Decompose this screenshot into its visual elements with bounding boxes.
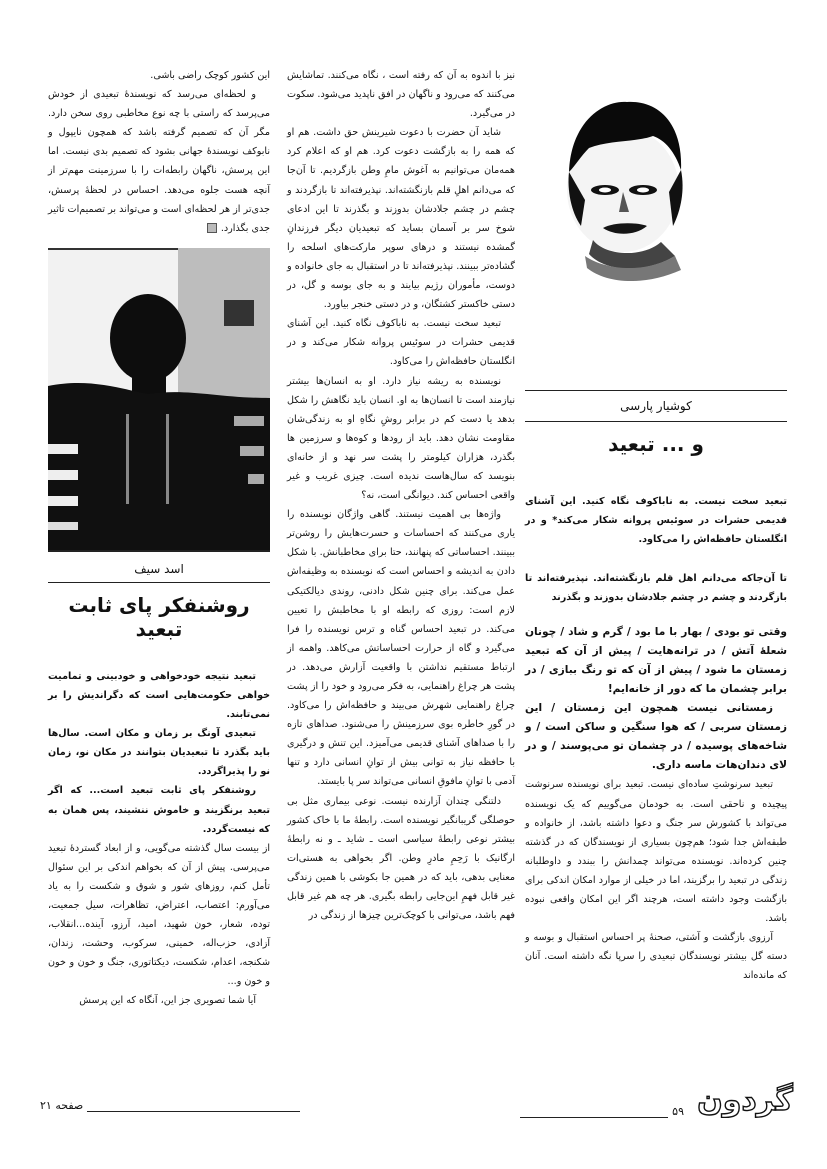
portrait-image xyxy=(525,60,787,390)
page-number: صفحه ۲۱ xyxy=(40,1099,84,1112)
body-text: و لحظه‌ای می‌رسد که نویسندهٔ تبعیدی از خودش می‌پرسد که راستی با چه نوع مخاطبی روی سخن دارد. مگر آن که تصمیم گرفته باشد که همچون نایپول و نابوکف نویسندهٔ جهانی بشود که تصمیم بدی نیست. اما این پرسش، ناگهان رابطه‌ات را با سرزمینت مهم‌تر از آنچه هست جلوه می‌دهد. احساس در لحظهٔ پرسش، جدی‌تر از هر لحظه‌ای است و می‌تواند بر تصمیم‌ات تاثیر جدی بگذارد. xyxy=(48,89,270,234)
body-paragraph: دلتنگی چندان آزارنده نیست. نوعی بیماری مثل بی حوصلگی گریبانگیر نویسنده است. رابطهٔ ما با خاک کشور بیشتر نوعی رابطهٔ سیاسی است ـ شاید ـ و نه رابطهٔ ارگانیک با رَحِمِ مادرِ وطن. اگر بخواهی به هستی‌ات معنایی بدهی، باید که در همین جا بکوشی با همین زندگی غیر قابل فهمِ این‌جایی رابطه بگیری. هر چه هم غیر قابل فهم باشد، می‌توانی با کوچک‌ترین چیزها از زندگی در xyxy=(287,795,515,922)
body-paragraph: نیز با اندوه به آن که رفته است ، نگاه می‌کنند. تماشایش می‌کنند که می‌رود و ناگهان در افق ناپدید می‌شود. سکوت در می‌گیرد. xyxy=(287,70,515,120)
article-title: و ... تبعید xyxy=(608,432,704,456)
body-paragraph: آیا شما تصویری جز این، آنگاه که این پرسش xyxy=(79,995,256,1007)
byline: کوشیار پارسی xyxy=(620,399,692,413)
body-paragraph: تبعید سخت نیست. به ناباکوف نگاه کنید. این آشنای قدیمی حشرات در سوئیس پروانه شکار می‌کند و در انگلستان حافظه‌اش را می‌کاود. xyxy=(287,318,515,368)
end-of-article-icon xyxy=(207,223,217,233)
article-left-column xyxy=(48,66,270,1011)
lead-paragraph: تا آن‌جاکه می‌دانم اهل قلم بازنگشته‌اند. نپذیرفته‌اند تا بازگردند و چشم در چشم جلادشان بدوزند و بگذرند xyxy=(525,573,787,604)
byline: اسد سیف xyxy=(134,561,184,576)
footer-right xyxy=(520,1078,800,1118)
logo-text: گردون xyxy=(697,1083,793,1118)
footer-left xyxy=(40,1096,300,1112)
photo-image xyxy=(48,248,270,552)
divider xyxy=(48,582,270,583)
magazine-logo xyxy=(690,1078,800,1118)
body-paragraph: شاید آن حضرت با دعوت شیرینش حق داشت. هم او که همه را به بازگشت دعوت کرد. هم او که اعلام کرد همه‌مان می‌توانیم به آغوش مامِ وطن بازگردیم. تا آن‌جا که می‌دانم اهلِ قلم بازنگشته‌اند. نپذیرفته‌اند تا بازگردند و چشم در چشم جلادشان بدوزند و بگذرند تا این ادعای شوخ سر بر آسمان بساید که تبعیدیان دیگر فرزندانِ گمشده نیستند و درهای سوپر مارکت‌های اسلحه را گشاده‌تر ببینند. نپذیرفته‌اند تا در استقبال به جای خانواده و دوست، مأموران رژیم بیایند و به جای بوسه و گل، در دستی خاکستر کشتگان، و در دستی خنجر بیاورد. xyxy=(287,127,515,311)
article-middle-column xyxy=(287,66,515,925)
lead-paragraph: روشنفکر پای ثابت تبعید است... که اگر تبعید برنگزیند و خاموش ننشیند، پس همان به که نیست‌گردد. xyxy=(48,785,270,835)
body-paragraph: از بیست سال گذشته می‌گویی، و از ابعاد گستردهٔ تبعید می‌پرسی. پیش از آن که بخواهم اندکی بر این سئوال تأمل کنم، روزهای شور و شوق و شکست را به یاد می‌آورم: اعتصاب، اعتراض، تظاهرات، سیل جمعیت، توده، شعار، خون شهید، امید، آرزو، آینده...انقلاب، آزادی، حزب‌اله، خمینی، سرکوب، وحشت، زندان، شکنجه، اعدام، شکست، دیکتاتوری، جنگ و خون و خون و خون و... xyxy=(48,842,270,988)
body-paragraph: این کشور کوچک راضی باشی. xyxy=(150,70,270,81)
lead-paragraph: تبعید سخت نیست. به ناباکوف نگاه کنید. این آشنای قدیمی حشرات در سوئیس پروانه شکار می‌کند* و در انگلستان حافظه‌اش را می‌کاود. xyxy=(525,496,787,546)
footer-rule xyxy=(520,1097,668,1118)
page-number: ۵۹ xyxy=(672,1105,684,1118)
body-paragraph: تبعید سرنوشتِ ساده‌ای نیست. تبعید برای نویسنده سرنوشت پیچیده و ناحقی است. به خودمان می‌گوییم که یک نویسنده می‌تواند با کشورش سر جنگ و دعوا داشته باشد، از خانواده و طبقه‌اش جدا شود؛ هم‌چون بسیاری از نویسندگان که در گذشته چنین کرده‌اند. نویسنده می‌تواند چمدانش را ببندد و داوطلبانه زندگی در تبعید را برگزیند، اما در خیلی از موارد امکان اندکی برای بازگشت وجود داشته است، هرچند اگر این امکان واقعی نبوده باشد. xyxy=(525,779,787,925)
article-title: روشنفکر پای ثابت تبعید xyxy=(68,592,250,641)
lead-paragraph: تبعیدی آونگ بر زمان و مکان است. سال‌ها باید بگذرد تا تبعیدیان بتوانند در مکان نو، زمان نو را پذیراگردد. xyxy=(48,728,270,778)
body-paragraph: آرزوی بازگشت و آشتی، صحنهٔ پر احساس استقبال و بوسه و دسته گل بیشتر نویسندگان تبعیدی را سرپا نگه داشته است. آنان که مانده‌اند xyxy=(525,932,787,982)
divider xyxy=(525,421,787,422)
body-paragraph: نویسنده به ریشه نیاز دارد. او به انسان‌ها بیشتر نیازمند است تا انسان‌ها به او. انسان باید نگاهش را شکل بدهد یا دست کم در برابر روشِ نگاهِ او به زندگی‌شان مقاومت نشان دهد. باید از رودها و کوه‌ها و سرزمین ها بگذرد، هزاران کیلومتر را پشت سر نهد و از خانه‌ای بنویسد که سال‌هاست ندیده است. چیزی غریب و غیر واقعی احساس کند. دیوانگی است، نه؟ xyxy=(287,375,515,502)
body-paragraph: واژه‌ها بی اهمیت نیستند. گاهی واژگان نویسنده را یاری می‌کنند که احساسات و حسرت‌هایش را روشن‌تر ببینند. احساساتی که پنهانند، حتا برای مخاطبانش. با شکل دادن به اندیشه و احساس است که نویسنده به وظیفه‌اش عمل می‌کند. برای چنین شکل دادنی، روندی دیالکتیکی لازم است: روزی که رابطه او با مخاطبش را تعیین می‌کند. در تبعید احساس گناه و ترس نویسنده را فرا می‌گیرد و گاه از حرارت احساساتش می‌کاهد. واهمه از ارتباط مستقیم نداشتن با واقعیت آزارش می‌دهد. در پشت هر چراغ راهنمایی، به فکر می‌رود و خود را از پشت چراغ راهنمایی شهرش می‌بیند و حافظه‌اش را می‌کاود. در گورِ خاطره بوی سرزمینش را می‌شنود. صداهای تازه را با صداهای آشنای قدیمی می‌آمیزد. این تنش و درگیری با حافظه نیاز به توانی بیش از توانِ انسانی دارد و تنها آدمی با توانِ مافوقِ انسانی می‌تواند سر پا بایستد. xyxy=(287,509,515,788)
poem-stanza: زمستانی نیست همچون این زمستان / این زمستان سربی / که هوا سنگین و ساکن است / و شاخه‌های پوسیده / در چشمان تو می‌پوسند / و در لای دندان‌هات ماسه داری. xyxy=(525,702,787,772)
lead-paragraph: تبعید نتیجه خودخواهی و خودبینی و تمامیت خواهی حکومت‌هایی است که دگراندیش را بر نمی‌تابند. xyxy=(48,670,270,721)
article-right-column xyxy=(525,60,787,986)
author-portrait xyxy=(525,60,787,390)
footer-rule xyxy=(87,1103,300,1112)
author-photo xyxy=(48,248,270,552)
body-paragraph xyxy=(48,85,270,238)
poem-stanza: وقتی تو بودی / بهار با ما بود / گرم و شاد / چونان شعلهٔ آتش / در ترانه‌هایت / پیش از آن که تبعید زمستان ما شود / پیش از آن که تو رنگ ببازی / در برابر چشمان ما که دور از خانه‌ایم! xyxy=(525,626,787,696)
